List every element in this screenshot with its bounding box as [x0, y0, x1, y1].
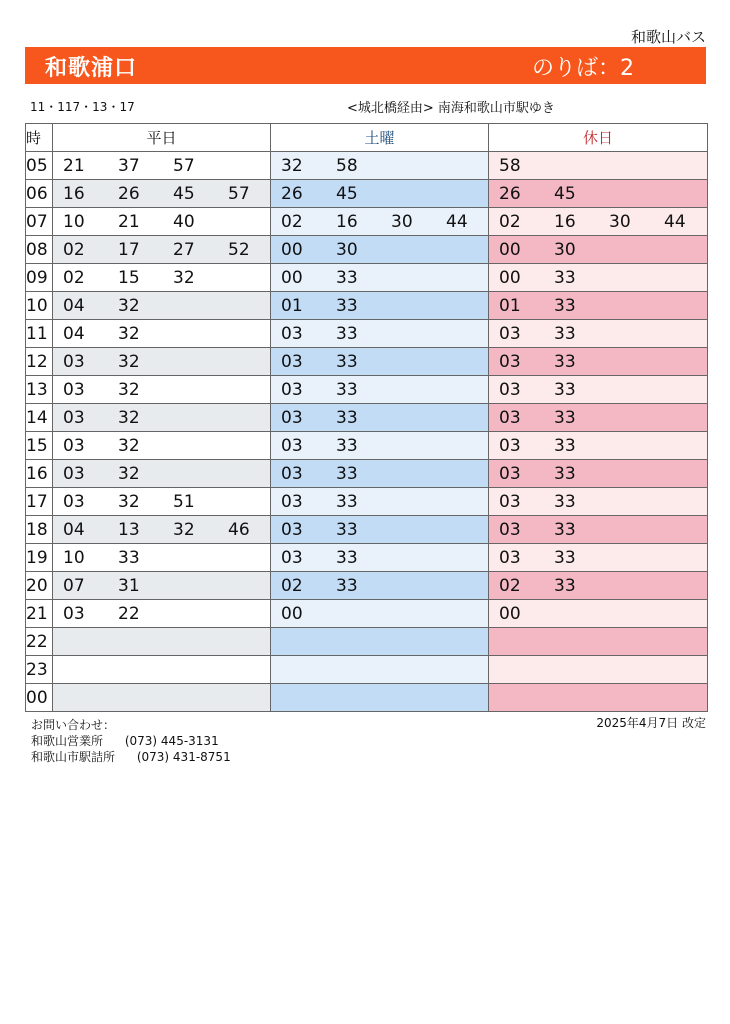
departure-minute: 16 [336, 212, 358, 232]
departure-minute: 45 [554, 184, 576, 204]
departure-minute: 33 [554, 492, 576, 512]
departure-minute: 03 [281, 324, 303, 344]
stop-name: 和歌浦口 [45, 56, 138, 81]
weekday-minutes-cell [53, 628, 271, 656]
saturday-minutes-cell [271, 684, 489, 712]
holiday-minutes-cell [489, 376, 708, 404]
holiday-minutes-cell [489, 544, 708, 572]
departure-minute: 03 [281, 352, 303, 372]
hour-header: 時 [26, 124, 53, 152]
weekday-minutes-cell [53, 460, 271, 488]
departure-minute: 44 [446, 212, 468, 232]
table-row [26, 264, 708, 292]
weekday-minutes-cell [53, 544, 271, 572]
departure-minute: 01 [281, 296, 303, 316]
hour-cell: 15 [26, 432, 53, 460]
departure-minute: 33 [118, 548, 140, 568]
holiday-minutes-cell [489, 404, 708, 432]
departure-minute: 32 [118, 408, 140, 428]
departure-minute: 03 [499, 520, 521, 540]
departure-minute: 04 [63, 296, 85, 316]
departure-minute: 51 [173, 492, 195, 512]
hour-cell: 07 [26, 208, 53, 236]
departure-minute: 33 [554, 296, 576, 316]
departure-minute: 03 [499, 408, 521, 428]
company-name: 和歌山バス [630, 28, 706, 46]
contact-row [31, 749, 231, 765]
departure-minute: 04 [63, 324, 85, 344]
saturday-minutes-cell [271, 376, 489, 404]
departure-minute: 30 [554, 240, 576, 260]
holiday-minutes-cell [489, 152, 708, 180]
holiday-minutes-cell [489, 488, 708, 516]
weekday-minutes-cell [53, 656, 271, 684]
departure-minute: 27 [173, 240, 195, 260]
holiday-minutes-cell [489, 348, 708, 376]
departure-minute: 02 [63, 268, 85, 288]
departure-minute: 32 [118, 464, 140, 484]
departure-minute: 02 [499, 576, 521, 596]
weekday-minutes-cell [53, 292, 271, 320]
departure-minute: 44 [664, 212, 686, 232]
saturday-minutes-cell [271, 292, 489, 320]
holiday-minutes-cell [489, 600, 708, 628]
hour-cell: 06 [26, 180, 53, 208]
departure-minute: 02 [281, 212, 303, 232]
departure-minute: 02 [63, 240, 85, 260]
departure-minute: 30 [336, 240, 358, 260]
departure-minute: 32 [118, 380, 140, 400]
departure-minute: 30 [391, 212, 413, 232]
office-name: 和歌山市駅詰所 [31, 750, 116, 764]
table-row [26, 432, 708, 460]
hour-cell: 16 [26, 460, 53, 488]
saturday-minutes-cell [271, 516, 489, 544]
holiday-minutes-cell [489, 180, 708, 208]
departure-minute: 33 [554, 576, 576, 596]
holiday-minutes-cell [489, 572, 708, 600]
saturday-minutes-cell [271, 460, 489, 488]
table-row [26, 600, 708, 628]
saturday-minutes-cell [271, 628, 489, 656]
departure-minute: 45 [336, 184, 358, 204]
departure-minute: 33 [336, 520, 358, 540]
departure-minute: 03 [63, 352, 85, 372]
hour-cell: 19 [26, 544, 53, 572]
departure-minute: 33 [554, 408, 576, 428]
table-row [26, 572, 708, 600]
table-row [26, 348, 708, 376]
hour-cell: 05 [26, 152, 53, 180]
hour-cell: 18 [26, 516, 53, 544]
departure-minute: 37 [118, 156, 140, 176]
departure-minute: 03 [499, 436, 521, 456]
departure-minute: 33 [554, 324, 576, 344]
holiday-minutes-cell [489, 236, 708, 264]
departure-minute: 26 [281, 184, 303, 204]
holiday-minutes-cell [489, 320, 708, 348]
weekday-minutes-cell [53, 432, 271, 460]
table-row [26, 376, 708, 404]
table-row [26, 208, 708, 236]
departure-minute: 33 [336, 324, 358, 344]
departure-minute: 03 [63, 464, 85, 484]
hour-cell: 12 [26, 348, 53, 376]
table-row [26, 488, 708, 516]
departure-minute: 03 [499, 464, 521, 484]
departure-minute: 33 [554, 436, 576, 456]
hour-cell: 17 [26, 488, 53, 516]
revision-date: 2025年4月7日 改定 [596, 716, 706, 730]
departure-minute: 15 [118, 268, 140, 288]
weekday-minutes-cell [53, 152, 271, 180]
departure-minute: 03 [281, 464, 303, 484]
departure-minute: 01 [499, 296, 521, 316]
departure-minute: 32 [118, 436, 140, 456]
departure-minute: 03 [63, 604, 85, 624]
departure-minute: 32 [118, 296, 140, 316]
departure-minute: 31 [118, 576, 140, 596]
contact-info [31, 717, 231, 765]
table-row [26, 628, 708, 656]
holiday-minutes-cell [489, 684, 708, 712]
weekday-header: 平日 [53, 124, 271, 152]
departure-minute: 03 [63, 380, 85, 400]
saturday-minutes-cell [271, 236, 489, 264]
saturday-minutes-cell [271, 348, 489, 376]
departure-minute: 32 [118, 324, 140, 344]
contact-heading: お問い合わせ： [31, 718, 116, 732]
departure-minute: 00 [281, 604, 303, 624]
weekday-minutes-cell [53, 404, 271, 432]
departure-minute: 33 [336, 436, 358, 456]
hour-cell: 14 [26, 404, 53, 432]
weekday-minutes-cell [53, 488, 271, 516]
departure-minute: 33 [336, 548, 358, 568]
departure-minute: 03 [499, 492, 521, 512]
departure-minute: 00 [499, 604, 521, 624]
saturday-minutes-cell [271, 488, 489, 516]
office-phone: (073) 445-3131 [124, 734, 219, 748]
table-row [26, 236, 708, 264]
saturday-minutes-cell [271, 180, 489, 208]
holiday-minutes-cell [489, 628, 708, 656]
hour-cell: 22 [26, 628, 53, 656]
departure-minute: 03 [499, 380, 521, 400]
departure-minute: 32 [118, 352, 140, 372]
timetable [25, 123, 708, 712]
table-row [26, 656, 708, 684]
departure-minute: 33 [336, 576, 358, 596]
departure-minute: 21 [63, 156, 85, 176]
hour-cell: 09 [26, 264, 53, 292]
departure-minute: 03 [281, 408, 303, 428]
holiday-minutes-cell [489, 432, 708, 460]
departure-minute: 10 [63, 212, 85, 232]
departure-minute: 33 [554, 268, 576, 288]
departure-minute: 33 [336, 492, 358, 512]
departure-minute: 21 [118, 212, 140, 232]
saturday-header: 土曜 [271, 124, 489, 152]
departure-minute: 57 [228, 184, 250, 204]
departure-minute: 17 [118, 240, 140, 260]
departure-minute: 00 [499, 268, 521, 288]
departure-minute: 33 [554, 352, 576, 372]
departure-minute: 02 [281, 576, 303, 596]
weekday-minutes-cell [53, 348, 271, 376]
departure-minute: 46 [228, 520, 250, 540]
hour-cell: 21 [26, 600, 53, 628]
departure-minute: 32 [173, 520, 195, 540]
departure-minute: 22 [118, 604, 140, 624]
hour-cell: 10 [26, 292, 53, 320]
departure-minute: 33 [336, 408, 358, 428]
departure-minute: 10 [63, 548, 85, 568]
hour-cell: 00 [26, 684, 53, 712]
timetable-body [26, 152, 708, 712]
departure-minute: 03 [281, 492, 303, 512]
table-row [26, 516, 708, 544]
platform-number: のりば：2 [532, 56, 634, 81]
hour-cell: 08 [26, 236, 53, 264]
saturday-minutes-cell [271, 656, 489, 684]
holiday-minutes-cell [489, 208, 708, 236]
holiday-minutes-cell [489, 656, 708, 684]
holiday-minutes-cell [489, 460, 708, 488]
weekday-minutes-cell [53, 376, 271, 404]
hour-cell: 13 [26, 376, 53, 404]
departure-minute: 13 [118, 520, 140, 540]
departure-minute: 00 [499, 240, 521, 260]
table-row [26, 404, 708, 432]
departure-minute: 03 [281, 380, 303, 400]
table-row [26, 460, 708, 488]
holiday-minutes-cell [489, 264, 708, 292]
hour-cell: 11 [26, 320, 53, 348]
table-row [26, 180, 708, 208]
departure-minute: 33 [336, 268, 358, 288]
saturday-minutes-cell [271, 264, 489, 292]
departure-minute: 03 [281, 520, 303, 540]
weekday-minutes-cell [53, 180, 271, 208]
weekday-minutes-cell [53, 572, 271, 600]
departure-minute: 45 [173, 184, 195, 204]
departure-minute: 33 [554, 548, 576, 568]
timetable-header-row [26, 124, 708, 152]
weekday-minutes-cell [53, 236, 271, 264]
departure-minute: 32 [173, 268, 195, 288]
saturday-minutes-cell [271, 544, 489, 572]
departure-minute: 03 [499, 548, 521, 568]
saturday-minutes-cell [271, 432, 489, 460]
departure-minute: 33 [336, 464, 358, 484]
departure-minute: 00 [281, 268, 303, 288]
weekday-minutes-cell [53, 516, 271, 544]
departure-minute: 03 [499, 352, 521, 372]
departure-minute: 32 [281, 156, 303, 176]
departure-minute: 03 [63, 492, 85, 512]
departure-minute: 33 [336, 352, 358, 372]
contact-row [31, 733, 231, 749]
saturday-minutes-cell [271, 320, 489, 348]
saturday-minutes-cell [271, 208, 489, 236]
departure-minute: 40 [173, 212, 195, 232]
departure-minute: 33 [336, 380, 358, 400]
departure-minute: 33 [554, 520, 576, 540]
departure-minute: 07 [63, 576, 85, 596]
weekday-minutes-cell [53, 264, 271, 292]
destination: <城北橋経由> 南海和歌山市駅ゆき [347, 101, 555, 116]
saturday-minutes-cell [271, 152, 489, 180]
departure-minute: 58 [499, 156, 521, 176]
hour-cell: 20 [26, 572, 53, 600]
departure-minute: 52 [228, 240, 250, 260]
holiday-minutes-cell [489, 516, 708, 544]
departure-minute: 03 [281, 436, 303, 456]
holiday-minutes-cell [489, 292, 708, 320]
hour-cell: 23 [26, 656, 53, 684]
departure-minute: 26 [499, 184, 521, 204]
departure-minute: 03 [281, 548, 303, 568]
departure-minute: 03 [499, 324, 521, 344]
office-phone: (073) 431-8751 [136, 750, 231, 764]
departure-minute: 04 [63, 520, 85, 540]
saturday-minutes-cell [271, 600, 489, 628]
departure-minute: 58 [336, 156, 358, 176]
departure-minute: 16 [554, 212, 576, 232]
table-row [26, 544, 708, 572]
table-row [26, 320, 708, 348]
weekday-minutes-cell [53, 600, 271, 628]
saturday-minutes-cell [271, 572, 489, 600]
departure-minute: 33 [554, 380, 576, 400]
table-row [26, 152, 708, 180]
table-row [26, 684, 708, 712]
departure-minute: 03 [63, 408, 85, 428]
holiday-header: 休日 [489, 124, 708, 152]
departure-minute: 03 [63, 436, 85, 456]
departure-minute: 16 [63, 184, 85, 204]
table-row [26, 292, 708, 320]
weekday-minutes-cell [53, 320, 271, 348]
departure-minute: 00 [281, 240, 303, 260]
departure-minute: 33 [336, 296, 358, 316]
departure-minute: 26 [118, 184, 140, 204]
departure-minute: 32 [118, 492, 140, 512]
weekday-minutes-cell [53, 684, 271, 712]
departure-minute: 30 [609, 212, 631, 232]
weekday-minutes-cell [53, 208, 271, 236]
saturday-minutes-cell [271, 404, 489, 432]
departure-minute: 02 [499, 212, 521, 232]
departure-minute: 33 [554, 464, 576, 484]
departure-minute: 57 [173, 156, 195, 176]
office-name: 和歌山営業所 [31, 734, 104, 748]
stop-banner [25, 47, 706, 84]
route-numbers: 11・117・13・17 [30, 100, 135, 114]
